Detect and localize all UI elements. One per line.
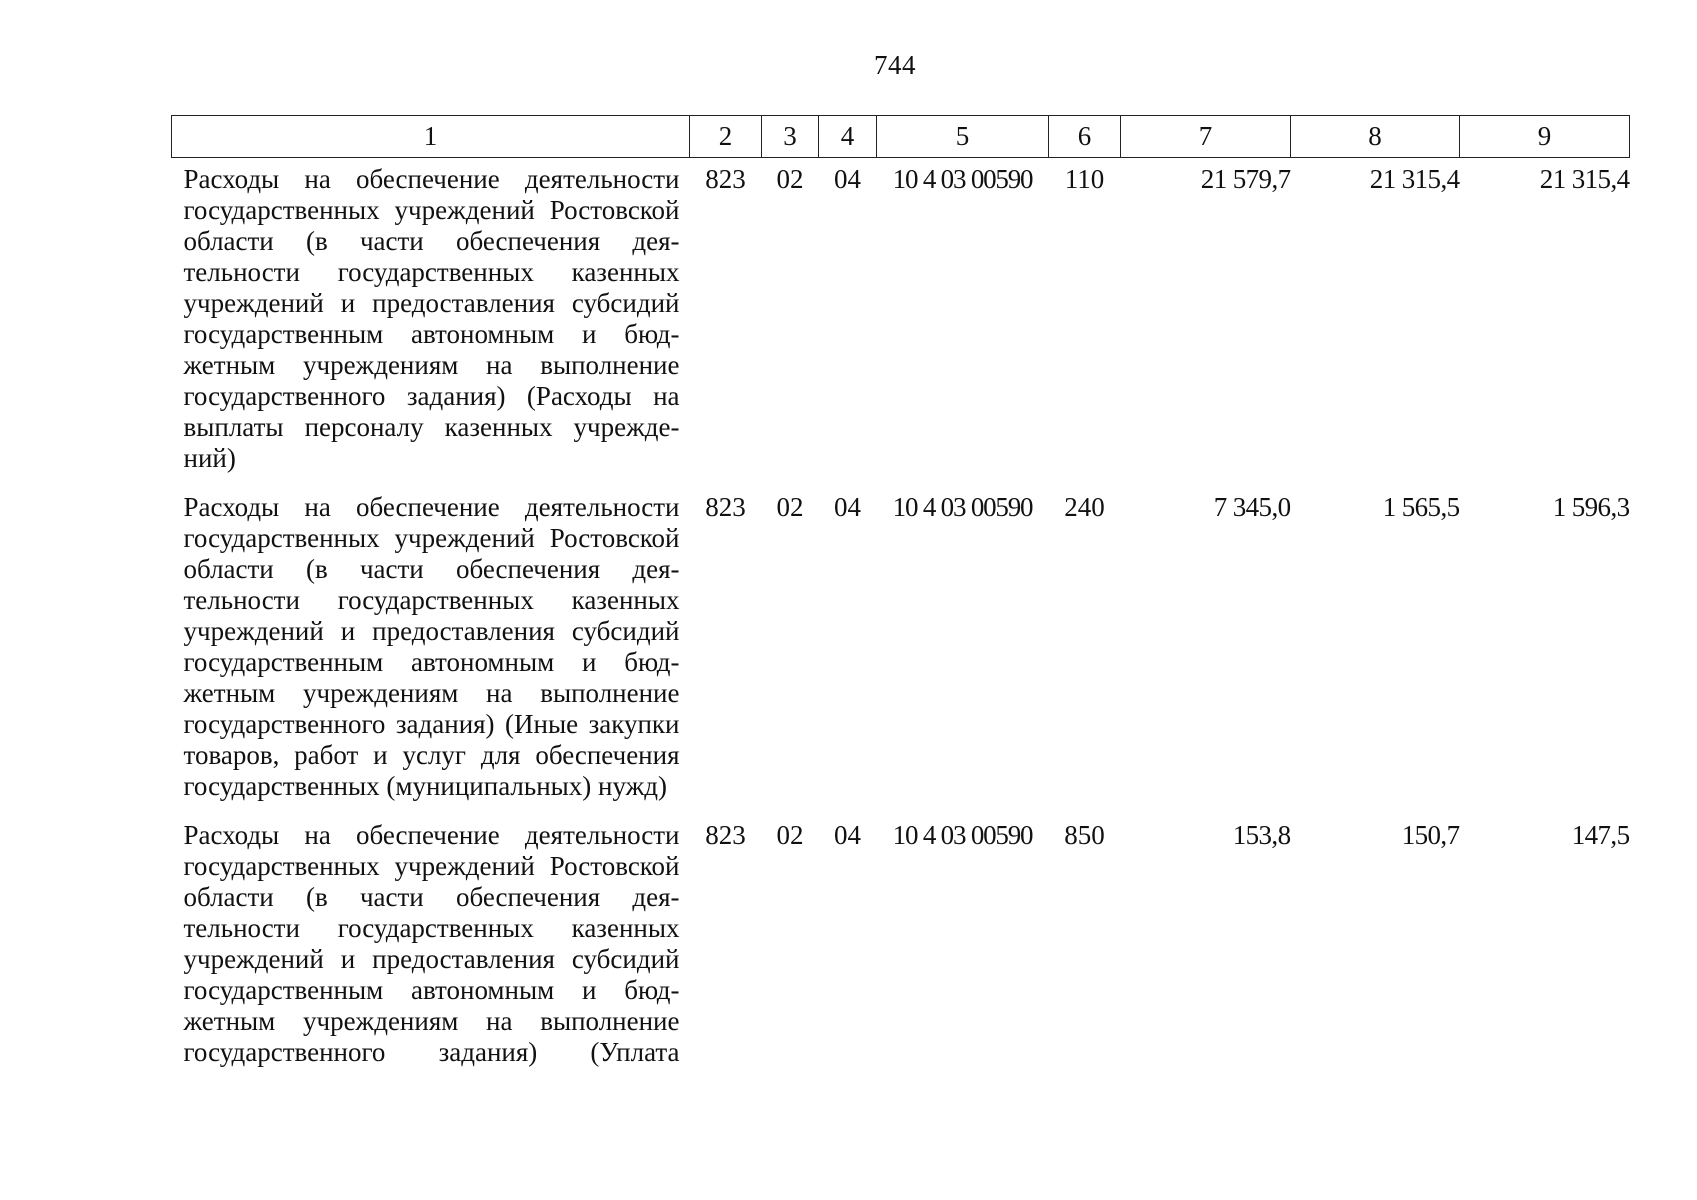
row-expense-type-code: 110 [1064, 164, 1105, 194]
row-target-article-code: 10 4 03 00590 [892, 820, 1033, 850]
row-description: Расходы на обеспечение деятельности государственных учреждений Ростовской области (в части обеспечения деятельности государственных казенных учреждений и предоставления субсидий государственным автономным и бюджетным учреждениям на выполнение государственного задания) (Уплата [183, 820, 680, 1067]
row-section-code: 02 [776, 164, 804, 194]
row-subsection-code: 04 [834, 164, 861, 194]
column-header-4: 4 [819, 116, 877, 158]
row-ministry-code: 823 [705, 820, 746, 850]
column-header-3: 3 [762, 116, 819, 158]
row-description: Расходы на обеспечение деятельности государственных учреждений Ростовской области (в части обеспечения деятельности государственных казенных учреждений и предоставления субсидий государственным автономным и бюджетным учреждениям на выполнение государственного задания) (Расходы на выплаты персоналу казенных учреждений) [183, 164, 680, 473]
row-ministry-code: 823 [705, 492, 746, 522]
table-row [172, 814, 1630, 1080]
header-row [172, 116, 1630, 158]
column-header-1: 1 [172, 116, 690, 158]
page-number: 744 [874, 50, 916, 80]
column-header-8: 8 [1291, 116, 1460, 158]
row-amount-col8: 21 315,4 [1369, 164, 1460, 194]
table-header [172, 116, 1630, 158]
table-row [172, 486, 1630, 814]
row-subsection-code: 04 [834, 492, 861, 522]
row-expense-type-code: 850 [1064, 820, 1105, 850]
row-amount-col9: 1 596,3 [1552, 492, 1630, 522]
row-ministry-code: 823 [705, 164, 746, 194]
row-subsection-code: 04 [834, 820, 861, 850]
row-amount-col7: 7 345,0 [1213, 492, 1291, 522]
row-description: Расходы на обеспечение деятельности государственных учреждений Ростовской области (в части обеспечения деятельности государственных казенных учреждений и предоставления субсидий государственным автономным и бюджетным учреждениям на выполнение государственного задания) (Иные закупки товаров, работ и услуг для обеспечения государственных (муниципальных) нужд) [183, 492, 680, 801]
budget-table [171, 115, 1630, 1080]
row-amount-col9: 147,5 [1571, 820, 1630, 850]
table-row [172, 158, 1630, 487]
column-header-6: 6 [1049, 116, 1121, 158]
row-amount-col7: 21 579,7 [1200, 164, 1291, 194]
row-section-code: 02 [776, 492, 804, 522]
row-target-article-code: 10 4 03 00590 [892, 492, 1033, 522]
row-amount-col7: 153,8 [1232, 820, 1291, 850]
row-amount-col9: 21 315,4 [1539, 164, 1630, 194]
column-header-5: 5 [877, 116, 1049, 158]
row-amount-col8: 150,7 [1401, 820, 1460, 850]
row-target-article-code: 10 4 03 00590 [892, 164, 1033, 194]
row-section-code: 02 [776, 820, 804, 850]
column-header-9: 9 [1460, 116, 1630, 158]
column-header-2: 2 [690, 116, 762, 158]
column-header-7: 7 [1121, 116, 1291, 158]
row-amount-col8: 1 565,5 [1382, 492, 1460, 522]
table-body [172, 158, 1630, 1081]
row-expense-type-code: 240 [1064, 492, 1105, 522]
